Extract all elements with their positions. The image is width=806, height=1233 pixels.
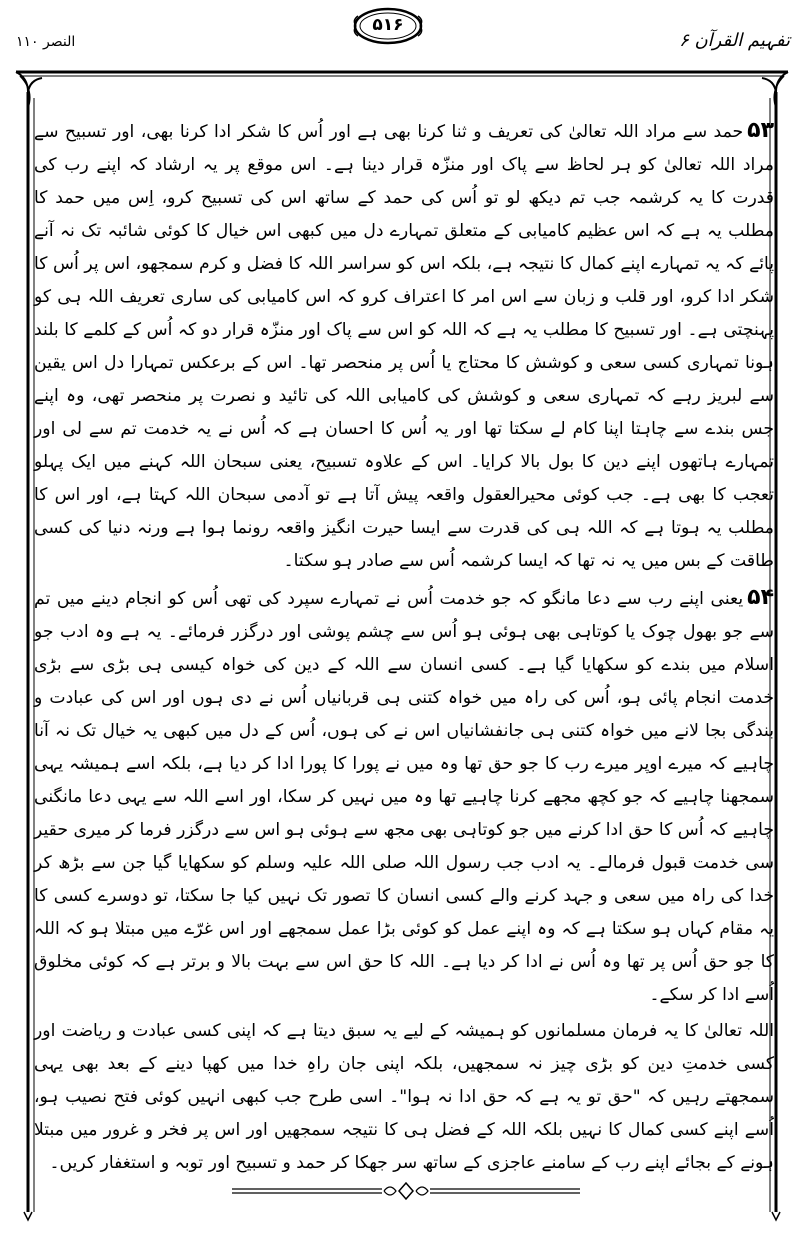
page-number-badge xyxy=(352,6,424,46)
footnote-text: یعنی اپنے رب سے دعا مانگو کہ جو خدمت اُس نے تمہارے سپرد کی تھی اُس کو انجام دینے میں تم سے جو بھول چوک یا کوتاہی بھی ہوئی ہو اُس سے چشم پوشی اور درگزر فرمائے۔ یہ ہے وہ ادب جو اسلام میں بندے کو سکھایا گیا ہے۔ کسی انسان سے اللہ کے دین کی خواہ کیسی ہی بڑی سے بڑی خدمت انجام پائی ہو، اُس کی راہ میں خواہ کتنی ہی قربانیاں اُس نے دی ہوں اور اس کی عبادت و بندگی بجا لانے میں خواہ کتنی ہی جانفشانیاں اس نے کی ہوں، اُس کے دل میں کبھی یہ خیال تک نہ آنا چاہیے کہ میرے اوپر میرے رب کا جو حق تھا وہ میں نے پورا کا پورا ادا کر دیا ہے، بلکہ اسے ہمیشہ یہی سمجھنا چاہیے کہ جو کچھ مجھے کرنا چاہیے تھا وہ میں نہیں کر سکا، اور اسے اللہ سے یہی دعا مانگنی چاہیے کہ اُس کا حق ادا کرنے میں جو کوتاہی بھی مجھ سے ہوئی ہو اس سے درگزر فرما کر میری حقیر سی خدمت قبول فرمالے۔ یہ ادب جب رسول اللہ صلی اللہ علیہ وسلم کو سکھایا گیا جن سے بڑھ کر خدا کی راہ میں سعی و جہد کرنے والے کسی انسان کا تصور تک نہیں کیا جا سکتا، تو دوسرے کسی کا یہ مقام کہاں ہو سکتا ہے کہ وہ اپنے عمل کو کوئی بڑا عمل سمجھے اور اس غرّے میں مبتلا ہو کہ اللہ کا جو حق اُس پر تھا وہ اُس نے ادا کر دیا ہے۔ اللہ کا حق اس سے بہت بالا و برتر ہے کہ کوئی مخلوق اُسے ادا کر سکے۔ xyxy=(34,589,774,1005)
commentary-body xyxy=(34,114,774,1180)
page-number: ۵۱۶ xyxy=(372,15,404,35)
footnote-53 xyxy=(34,114,774,578)
paragraph-text: اللہ تعالیٰ کا یہ فرمان مسلمانوں کو ہمیشہ کے لیے یہ سبق دیتا ہے کہ اپنی کسی عبادت و ریاضت اور کسی خدمتِ دین کو بڑی چیز نہ سمجھیں، بلکہ اپنی جان راہِ خدا میں کھپا دینے کے بعد بھی یہی سمجھتے رہیں کہ "حق تو یہ ہے کہ حق ادا نہ ہوا"۔ اسی طرح جب کبھی انہیں کوئی فتح نصیب ہو، اُسے اپنے کسی کمال کا نہیں بلکہ اللہ کے فضل ہی کا نتیجہ سمجھیں اور اس پر فخر و غرور میں مبتلا ہونے کے بجائے اپنے رب کے سامنے عاجزی کے ساتھ سر جھکا کر حمد و تسبیح اور توبہ و استغفار کریں۔ xyxy=(34,1021,774,1173)
header-book-title: تفہیم القرآن ۶ xyxy=(679,30,790,51)
footnote-54 xyxy=(34,581,774,1012)
footnote-marker: ۵۴ xyxy=(747,585,774,610)
closing-paragraph xyxy=(34,1015,774,1180)
closing-ornament-icon xyxy=(232,1180,580,1202)
footnote-marker: ۵۳ xyxy=(747,118,774,143)
footnote-text: حمد سے مراد اللہ تعالیٰ کی تعریف و ثنا کرنا بھی ہے اور اُس کا شکر ادا کرنا بھی، اور تسبیح سے مراد اللہ تعالیٰ کو ہر لحاظ سے پاک اور منزّہ قرار دینا ہے۔ اس موقع پر یہ ارشاد کہ اپنے رب کی قدرت کا یہ کرشمہ جب تم دیکھ لو تو اُس کی حمد کے ساتھ اس کی تسبیح کرو، اِس میں حمد کا مطلب یہ ہے کہ اس عظیم کامیابی کے متعلق تمہارے دل میں کبھی اس خیال کا کوئی شائبہ تک نہ آنے پائے کہ یہ تمہارے اپنے کمال کا نتیجہ ہے، بلکہ اس کو سراسر اللہ کا فضل و کرم سمجھو، اس پر اُس کا شکر ادا کرو، اور قلب و زبان سے اس امر کا اعتراف کرو کہ اس کامیابی کی ساری تعریف اللہ ہی کو پہنچتی ہے۔ اور تسبیح کا مطلب یہ ہے کہ اللہ کو اس سے پاک اور منزّہ قرار دو کہ اُس کے کلمے کا بلند ہونا تمہاری کسی سعی و کوشش کا محتاج یا اُس پر منحصر تھا۔ اس کے برعکس تمہارا دل اس یقین سے لبریز رہے کہ تمہاری سعی و کوشش کی کامیابی اللہ کی تائید و نصرت پر منحصر تھی، وہ اپنے جس بندے سے چاہتا اپنا کام لے سکتا تھا اور یہ اُس کا احسان ہے کہ اُس نے یہ خدمت تم سے لی اور تمہارے ہاتھوں اپنے دین کا بول بالا کرایا۔ اس کے علاوہ تسبیح، یعنی سبحان اللہ کہنے میں ایک پہلو تعجب کا بھی ہے۔ جب کوئی محیرالعقول واقعہ پیش آتا ہے تو آدمی سبحان اللہ کہتا ہے، اور اس کا مطلب یہ ہوتا ہے کہ اللہ ہی کی قدرت سے ایسا حیرت انگیز واقعہ رونما ہوا ہے ورنہ دنیا کی کسی طاقت کے بس میں یہ نہ تھا کہ ایسا کرشمہ اُس سے صادر ہو سکتا۔ xyxy=(34,122,774,571)
header-surah-ref: النصر ۱۱۰ xyxy=(16,34,76,50)
